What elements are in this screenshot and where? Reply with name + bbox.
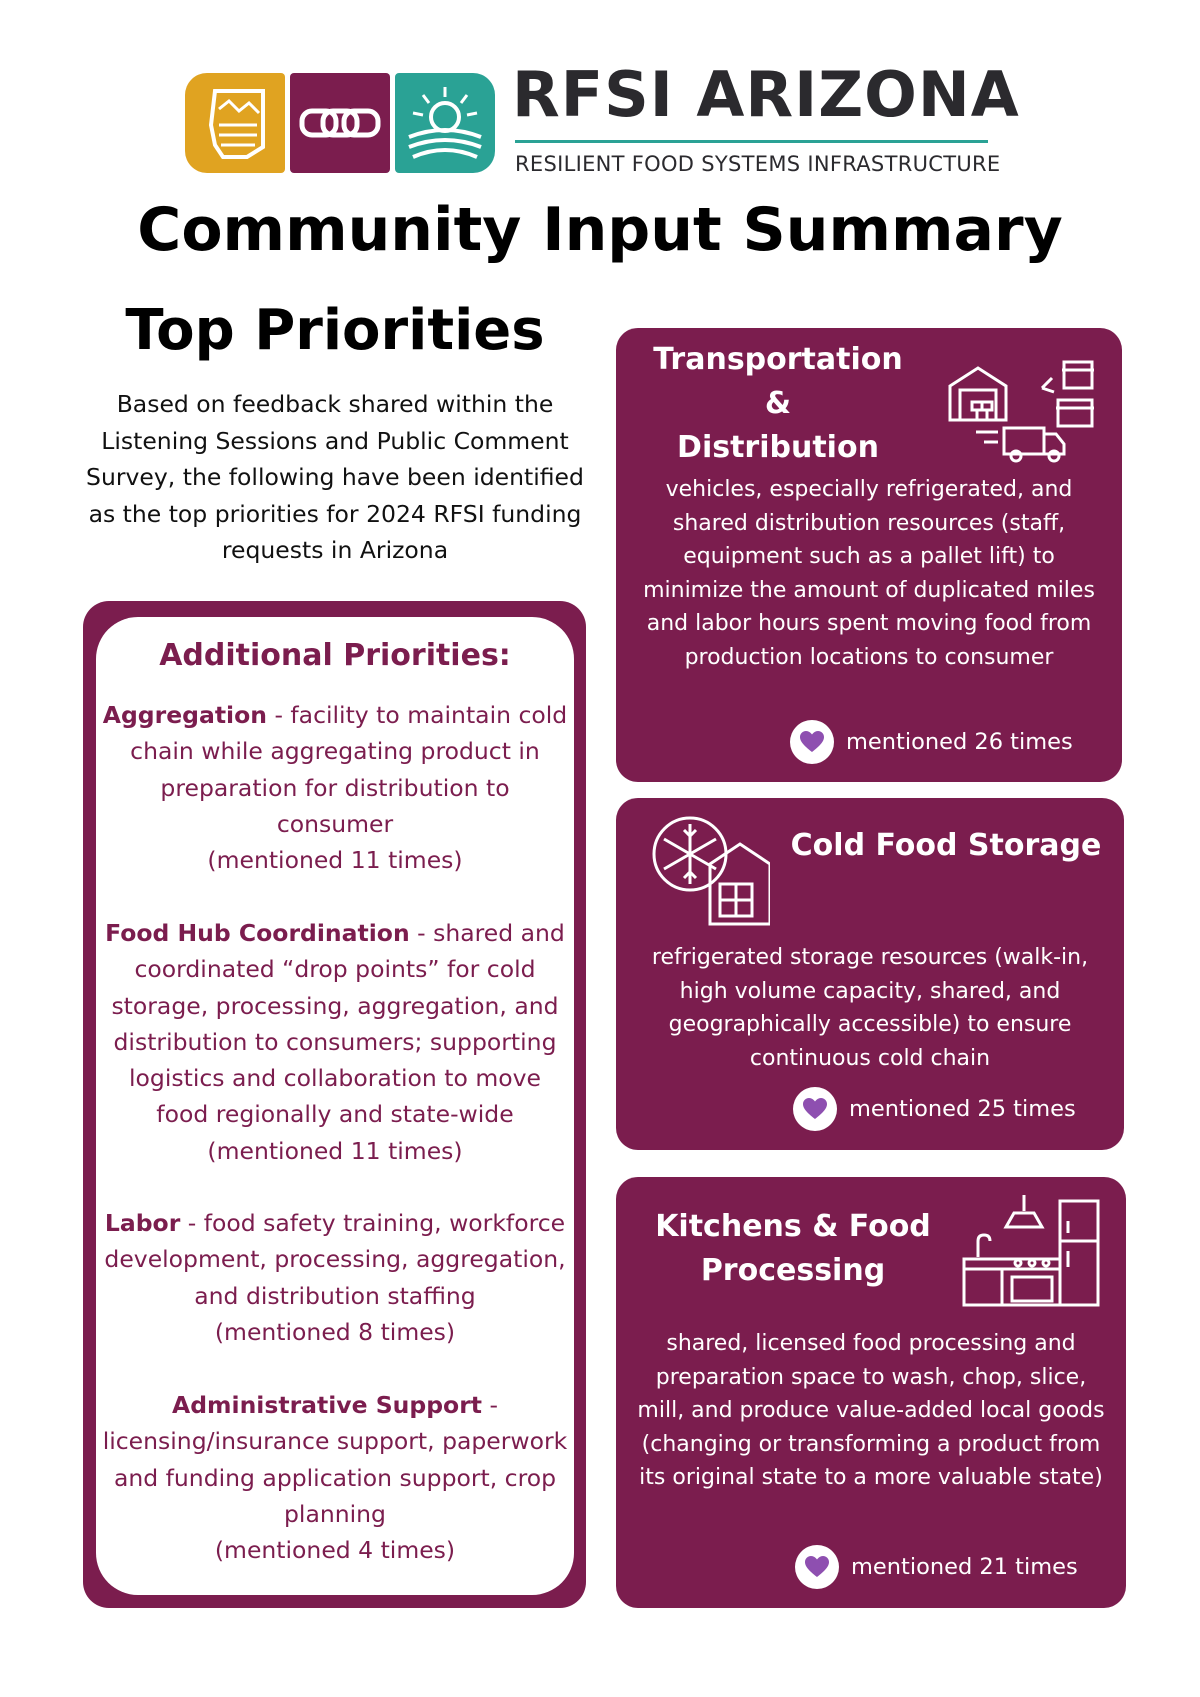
document-title: Community Input Summary xyxy=(137,195,1063,265)
heart-badge xyxy=(790,720,834,764)
priority-item-name: Administrative Support xyxy=(172,1391,483,1419)
priority-item-desc: - facility to maintain cold chain while aggregating product in preparation for distribution to consumer xyxy=(130,701,568,838)
priority-item-desc: - shared and coordinated “drop points” for cold storage, processing, aggregation, and distribution to consumers; supporting logistics and collaboration to move food regionally and state-wide xyxy=(111,919,565,1129)
brand-divider xyxy=(515,140,988,143)
priority-item-labor xyxy=(100,1205,570,1350)
chain-link-icon xyxy=(290,73,390,173)
priority-item-food-hub xyxy=(100,915,570,1169)
card-mention xyxy=(793,1087,1076,1131)
priority-item-desc: - food safety training, workforce development, processing, aggregation, and distribution staffing xyxy=(104,1209,566,1310)
cold-storage-snowflake-icon xyxy=(650,814,770,926)
card-body: vehicles, especially refrigerated, and shared distribution resources (staff, equipment such as a pallet lift) to minimize the amount of duplicated miles and labor hours spent moving food from production locations to consumer xyxy=(643,477,1095,670)
card-title-line: Transportation xyxy=(653,342,903,377)
card-body: shared, licensed food processing and preparation space to wash, chop, slice, mill, and produce value-added local goods (changing or transforming a product from its original state to a more valuable state) xyxy=(637,1331,1105,1490)
additional-priorities-heading: Additional Priorities: xyxy=(159,638,511,673)
kitchen-icon xyxy=(962,1191,1102,1309)
priority-item-count: (mentioned 11 times) xyxy=(207,1136,463,1165)
brand-tagline: RESILIENT FOOD SYSTEMS INFRASTRUCTURE xyxy=(515,152,1001,176)
card-transportation xyxy=(616,328,1122,782)
heart-icon xyxy=(802,1097,828,1121)
top-priorities-intro: Based on feedback shared within the Listening Sessions and Public Comment Survey, the following have been identified as the top priorities for 2024 RFSI funding requests in Arizona xyxy=(86,390,584,564)
priority-item-desc: - licensing/insurance support, paperwork and funding application support, crop planning xyxy=(102,1391,568,1528)
card-title-line: Distribution xyxy=(677,430,879,465)
logo-tile-sun-field xyxy=(395,73,495,173)
mention-count: mentioned 26 times xyxy=(846,729,1073,755)
brand-name: RFSI ARIZONA xyxy=(512,58,1020,131)
card-title xyxy=(636,1205,950,1293)
card-title-line: Kitchens & Food xyxy=(655,1209,931,1244)
priority-item-name: Labor xyxy=(104,1209,181,1237)
mention-count: mentioned 21 times xyxy=(851,1554,1078,1580)
priority-item-count: (mentioned 8 times) xyxy=(214,1317,456,1346)
card-body: refrigerated storage resources (walk-in, high volume capacity, shared, and geographically accessible) to ensure continuous cold chain xyxy=(651,945,1089,1071)
delivery-truck-warehouse-icon xyxy=(946,356,1096,466)
arizona-state-icon xyxy=(185,73,285,173)
card-cold-storage xyxy=(616,798,1124,1150)
heart-badge xyxy=(793,1087,837,1131)
priority-item-name: Aggregation xyxy=(102,701,267,729)
priority-item-aggregation xyxy=(100,697,570,878)
card-mention xyxy=(790,720,1073,764)
logo-tile-arizona xyxy=(185,73,285,173)
mention-count: mentioned 25 times xyxy=(849,1096,1076,1122)
card-title xyxy=(638,338,918,470)
card-title-line: Cold Food Storage xyxy=(790,828,1102,863)
top-priorities-heading: Top Priorities xyxy=(125,298,545,363)
heart-icon xyxy=(799,730,825,754)
priority-item-admin-support xyxy=(100,1387,570,1568)
sun-field-icon xyxy=(395,73,495,173)
card-title-line: Processing xyxy=(700,1253,886,1288)
card-mention xyxy=(795,1545,1078,1589)
heart-icon xyxy=(804,1555,830,1579)
heart-badge xyxy=(795,1545,839,1589)
card-title xyxy=(786,824,1106,868)
card-title-line: & xyxy=(764,386,792,421)
logo-tile-chain xyxy=(290,73,390,173)
priority-item-count: (mentioned 11 times) xyxy=(207,846,463,875)
card-kitchens xyxy=(616,1177,1126,1608)
priority-item-count: (mentioned 4 times) xyxy=(214,1536,456,1565)
priority-item-name: Food Hub Coordination xyxy=(105,919,410,947)
